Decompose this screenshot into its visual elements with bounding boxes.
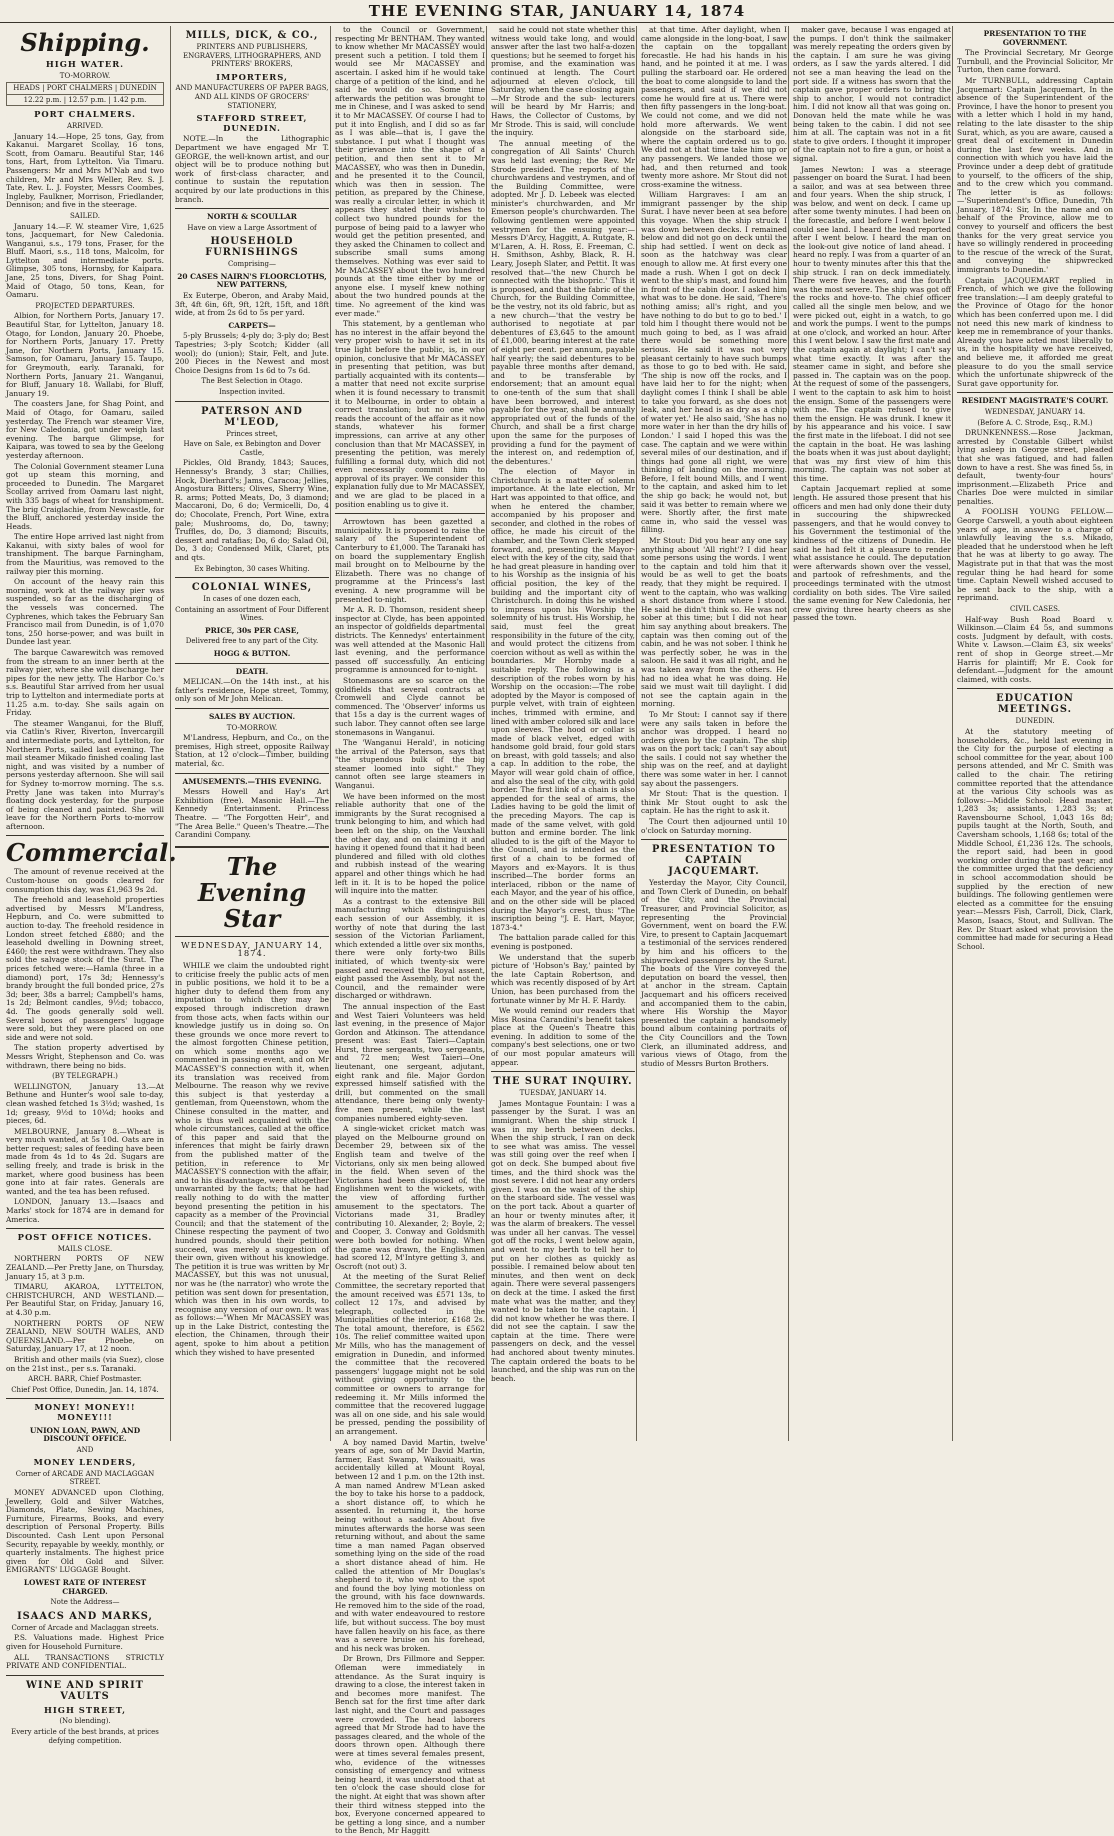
divider: [175, 208, 329, 209]
port-heading: PORT CHALMERS.: [34, 109, 136, 120]
commercial-text-6: LONDON, January 13.—Isaacs and Marks' stock for 1874 are in demand for America.: [6, 1197, 164, 1224]
post-text-1: NORTHERN PORTS OF NEW ZEALAND.—Per Pretty Jane, on Thursday, January 15, at 3 p.m.: [6, 1254, 164, 1281]
projected-label: PROJECTED DEPARTURES.: [35, 301, 135, 310]
tides-heading: HIGH WATER.: [45, 59, 125, 69]
news-item-10: A boy named David Martin, twelve years of age, son of Mr David Martin, farmer, East Swamp, Waikouaiti, was accidentally killed at Mount Royal, between 12 and 1 p.m. on the 12th inst. A man named Andrew M'Lean asked the boy to take his horse to a paddock, a short distance off, to which he assented. In returning it, the horse being without a saddle. About five minutes afterwards the horse was seen returning without, and about the same time a man named Pagan observed something lying on the side of the road a short distance ahead of him. He called the attention of Mr Douglas's shepherd to it, who went to the spot and found the boy lying motionless on the ground, with his face downwards. He removed him to the side of the road, and with water endeavoured to restore life, but without success. The boy must have fallen heavily on his face, as there was a severe bruise on his forehead, and his neck was broken.: [335, 1437, 485, 1653]
post-signature: ARCH. BARR, Chief Postmaster.: [28, 1375, 142, 1384]
surat-testimony-7: maker gave, because I was engaged at the pumps. I don't think the sailmaker was merely repeating the orders given by the captain. I am sure he was giving orders, as I saw the yards altered. I did not see a man heaving the lead on the port side. If a witness has sworn that the captain gave proper orders to bring the ship to anchor, I would not contradict him. I did not know all that was going on. Donovan held the mate while he was being taken to the cabin. I did not see him at all. The captain was not in a fit state to give orders. I thought it improper of the captain not to fire a gun, or hoist a signal.: [793, 25, 951, 163]
divider: [335, 513, 485, 514]
projected-text: Albion, for Northern Ports, January 17. Beautiful Star, for Lyttelton, January 18. Otago, for London, January 20. Phoebe, for Northern Ports, January 17. Pretty Jane, for Northern Ports, January 15. Samson, for Oamaru, January 15. Taupo, for Greymouth, early. Taranaki, for Northern Ports, January 21. Wanganui, for Bluff, January 18. Wallabi, for Bluff, January 19.: [6, 311, 164, 398]
rm-court-date: WEDNESDAY, JANUARY 14.: [984, 407, 1086, 416]
education-sub: DUNEDIN.: [1015, 717, 1055, 726]
column-5: [636, 26, 787, 1441]
news-item-11: Dr Brown, Drs Fillmore and Sepper. Ofleman were immediately in attendance. As the Surat inquiry is drawing to a close, the interest taken in and becomes more manifest. The Bench sat for the first time after dark last night, and the Court and passages were crowded. The head laborers agreed that Mr Strode had to have the passages cleared, and the whole of the doors thrown open. Although there were at times several females present, who, evidence of the witnesses consisting of emergency and witness being heard, it was understood that at ten o'clock the case should close for the night. At eight that was shown after their third witness stepped into the box, Everyone concerned appeared to be getting a long since, and a number to the Bench, Mr Haggitt: [335, 1654, 485, 1836]
leader-conclusion: This statement, by a gentleman who has no interest in the affair beyond the very proper wish to have it set in its true light before the public, is, in our opinion, conclusive that Mr MACASSEY in presenting that petition, was but partially acquainted with its contents—a matter that need not excite surprise when it is found necessary to transmit it to Melbourne, in order to obtain a correct translation; but no one who reads the account of the affair as it now stands, whatever his former impressions, can arrive at any other conclusion than that Mr MACASSEY, in presenting the petition, was merely fulfilling a formal duty, which did not even necessarily commit him to approval of its prayer. We consider this explanation fully due to Mr MACASSEY, and we are glad to be placed in a position enabling us to give it.: [335, 319, 485, 509]
lenders-heading: MONEY LENDERS,: [33, 1457, 137, 1468]
presentation-govt-heading: PRESENTATION TO THE GOVERNMENT.: [983, 29, 1087, 47]
death-text: MELICAN.—On the 14th inst., at his father's residence, Hope street, Tommy, only son of Mr John Melican.: [175, 677, 329, 704]
mills-heading: MILLS, DICK, & CO.,: [185, 30, 319, 41]
shipping-note-6: The steamer Wanganui, for the Bluff, via Catlin's River, Riverton, Invercargill and intermediate ports, and Lyttelton, for Northern Ports, sailed last evening. The mail steamer Mikado finished coaling last night, and was visited by a number of persons yesterday afternoon. She will sail for Sydney to-morrow morning. The s.s. Pretty Jane was taken into Murray's floating dock yesterday, for the purpose of being cleaned and painted. She will leave for the Northern Ports to-morrow afternoon.: [6, 718, 164, 831]
surat-testimony-8: James Newton: I was a steerage passenger on board the Surat. I had been a sailor, and was at sea between three and four years. When the ship struck, I was below, and went on deck. I came up after some twenty minutes. I had been on the forecastle, and before I went below I could see land. I heard the lead reported after I went below. I heard the man on the look-out give notice of land ahead. I heard no reply. I was from a quarter of an hour to twenty minutes after this that the ship struck. I ran on deck immediately. There were five heaves, and the fourth was the most severe. The ship was got off the rocks and hove-to. The chief officer called all the single men below, and we were picked out, eight in a watch, to go and work the pumps. I went to the pumps at one o'clock, and worked an hour. After this I went below. I saw the first mate and the captain again at daylight; I can't say what time exactly. It was after the steamer came in sight, and before she passed in. The captain was on the poop. At the request of some of the passengers, I went to the captain to ask him to hoist the ensign. Some of the passengers were with me. The captain refused to give them the ensign. He was drunk. I knew it by his appearance and his voice. I saw the first mate in the lifeboat. I did not see the captain in the boat. He was lashing the boats when it was just about daylight; that was my first view of him this morning. The captain was not sober at this time.: [793, 164, 951, 483]
household-heading: HOUSEHOLD FURNISHINGS: [205, 236, 299, 259]
sales-text: M'Landress, Hepburn, and Co., on the premises, High street, opposite Railway Station, at 12 o'clock—Timber, building material, &c.: [175, 733, 329, 768]
mills-sub: PRINTERS AND PUBLISHERS, ENGRAVERS, LITHOGRAPHERS, AND PRINTERS' BROKERS,: [182, 43, 322, 69]
amusements-text: Messrs Howell and Hay's Art Exhibition (free). Masonic Hall.—The Kennedy Entertainment. Princess Theatre. — "The Forgotten Heir", and "The Area Belle." Queen's Theatre.—The Carandini Company.: [175, 787, 329, 840]
news-item-1: Arrowtown has been gazetted a municipality. It is proposed to raise the salary of the Superintendent of Canterbury to £1,000. The Taranaki has on board the supplementary English mail brought on to Melbourne by the Elizabeth. There was no change of programme at the Princess's last evening. A new programme will be presented to-night.: [335, 517, 486, 604]
news-item-14: The election of Mayor in Christchurch is a matter of solemn importance. At the late election, Mr Hart was appointed to that office, and when he entered the chamber, accompanied by his proposer and seconder, and clothed in the robes of office, he made his circuit of the chamber, and the Town Clerk stepped forward, and, presenting the Mayor-elect with the key of the city, said that he had great pleasure in handing over to his Worship as the insignia of his official position, the key of the building and the important city of Christchurch. In doing this he wished to impress upon his Worship the solemnity of his trust. His Worship, he said, must feel the great responsibility in the future of the city, and would protect the citizens from coercion without as well as within the boundaries. Mr Hornby made a suitable reply. The following is a description of the robes worn by his Worship on the occasion:—The robe adopted by the Mayor is composed of purple velvet, with train of eighteen inches, trimmed with ermine, and lined with amber colored silk and lace upon sleeves. The hood or collar is made of black velvet, edged with handsome gold braid, four gold stars on breast, with gold tassels; and also a cap. In addition to the robe, the Mayor will wear gold chain of office, and also the seal of the city, with gold border. The first link of a chain is also appended for the seal of arms, the Ladies having to be gold the limit of the preceding Mayors. The cap is made of the same velvet, with gold button and ermine border. The link alluded to is the gift of the Mayor to the Council, and is intended as the first of a chain to be formed of Mayors and ex-Mayors. It is thus inscribed—The border forms an interlaced, ribbon or the name of each Mayor, and the year of his office, and on the other side will be placed during the Mayor's crest, thus: "The inscription being "J. E. Hart, Mayor, 1873-4.": [491, 467, 635, 932]
surat-testimony-5: To Mr Stout: I cannot say if there were any sails taken in before the anchor was dropped. I heard no orders given by the captain. The ship was on the port tack; I can't say about the sails. I could not say whether the ship was on the reef, and at daylight there was some water in her. I cannot say about the passengers.: [641, 709, 787, 788]
goods-list: Pickles, Old Brandy, 1843; Sauces, Hennessy's Brandy, 3 star; Chillies, Hock, Dierhard's; Jams, Caracoa; Jellies, Angostura Bitters; Olives, Sherry Wine, R. arms; Potted Meats, Do, 3 diamond; Maccaroni, Do, 6 do; Vermicelli, Do, 4 do; Chocolate, French, Port Wine, extra pale; Mushrooms, do, Do, tawny; Truffles, do, Do, 3 diamond; Biscuits, dessert and ratafias; Do, 6 do; Salad Oil, Do, 3 do; Condensed Milk, Claret, pts and qts.: [175, 458, 329, 562]
commercial-text-2: The freehold and leasehold properties advertised by Messrs M'Landress, Hepburn, and Co. were submitted to auction to-day. The freehold residence in London street fetched £880; and the leasehold dwelling in Downing street, £460; the rest were withdrawn. They also sold the salvage stock of the Surat. The prices fetched were:—Hamla (three in a diamond) port, 17s 3d; Hennessy's brandy brought the full bonded price, 27s 3d; beer, 38s a barrel; Campbell's hams, 1s 2d; Belmont candles, 9½d; tobacco, 4d. The goods generally sold well. Several boxes of passengers' luggage were sold, but they were placed on one side and were not sold.: [6, 895, 164, 1042]
carpets-list: 5-ply Brussels; 4-ply do; 3-ply do; Best Tapestries; 3-ply Scotch; Kidder (all wool); do (union); Stair, Felt, and Jute. 200 Pieces in the Newest and most Choice Designs from 1s 6d to 7s 6d.: [175, 331, 329, 375]
sales-heading: SALES BY AUCTION.: [208, 712, 296, 722]
sailed-label: SAILED.: [70, 211, 100, 220]
rm-court-text-1: DRUNKENNESS.—Rose Jackman, arrested by Constable Gilbert whilst lying asleep in George street, pleaded that she was fatigued, and had fallen down to have a rest. She was fined 5s, in default, twenty-four hours' imprisonment.—Elizabeth Price and Charles Doe were mulcted in similar penalties.: [957, 428, 1113, 506]
surat-testimony-6: Mr Stout: That is the question. I think Mr Stout ought to ask the captain. He has the right to ask it.: [641, 789, 787, 816]
news-item-9: At the meeting of the Surat Relief Committee, the secretary reported that the amount received was £571 13s, to collect 12 17s, and advised by telegraph, collected in the Municipalities of the interior, £168 2s. The total amount, therefore, is £562 10s. The relief committee waited upon Mr Mills, who has the management of emigration in Dunedin, and informed the committee that the recovered passengers' luggage might not be sold without giving opportunity to the committee or owners to arrange for redeeming it. Mr Mills informed the committee that the recovered luggage was all on one side, and his sale would be pressed, pending the possibility of an arrangement.: [335, 1272, 485, 1436]
news-item-4: The 'Wanganui Herald', in noticing the arrival of the Paterson, says that "the stupendous bulk of the big steamer loomed into sight." They cannot often see large steamers in Wanganui.: [335, 738, 485, 791]
news-item-15: The battalion parade called for this evening is postponed.: [491, 933, 635, 951]
price-heading: PRICE, 30s PER CASE,: [205, 625, 299, 635]
tides-sub: TO-MORROW.: [59, 71, 111, 80]
princes-street: Princes street,: [226, 429, 278, 438]
sailings-text: January 14.—F. W. steamer Vire, 1,625 tons, Jacquemart, for New Caledonia. Wanganui, s.s., 179 tons, Fraser, for the Bluff. Maori, s.s., 118 tons, Malcolm, for Lyttelton and intermediate ports. Glimpse, 305 tons, Hornsby, for Kaipara. Jane, 25 tons, Divers, for Shag Point. Maid of Otago, 50 tons, Kean, for Oamaru.: [6, 221, 164, 300]
arrived-label: ARRIVED.: [66, 121, 104, 130]
presentation-govt-text-1: The Provincial Secretary, Mr George Turnbull, and the Provincial Solicitor, Mr Turton, then came forward.: [957, 48, 1113, 75]
column-4: [486, 26, 635, 1441]
stafford-heading: STAFFORD STREET, DUNEDIN.: [196, 113, 308, 133]
address-label: Note the Address—: [50, 1598, 120, 1607]
tides-row-times: 12.22 p.m. | 12.57 p.m. | 1.42 p.m.: [7, 94, 164, 106]
shipping-note-5: The barque Cawarewitch was removed from the stream to an inner berth at the railway pier, where she will discharge her pipes for the new jetty. The Harbor Co.'s s.s. Beautiful Star arrived from her usual trip to Lyttelton and intermediate ports at 11.25 a.m. to-day. She sails again on Friday.: [6, 648, 164, 718]
divider: [175, 577, 329, 578]
divider: [6, 1398, 164, 1399]
news-item-17: We would remind our readers that Miss Rosina Carandini's benefit takes place at the Queen's Theatre this evening. In addition to some of the company's best selections, one or two of our most popular amateurs will appear.: [491, 1006, 635, 1067]
best-selection: The Best Selection in Otago.: [201, 377, 303, 386]
commercial-text-4: WELLINGTON, January 13.—At Bethune and Hunter's wool sale to-day, clean washed fetched 1s 3½d; washed, 1s 1d; greasy, 9½d to 10¼d; hooks and pieces, 6d.: [6, 1081, 164, 1126]
death-heading: DEATH.: [235, 666, 269, 676]
news-item-7: The annual inspection of the East and West Taieri Volunteers was held last evening, in the presence of Major Gordon and Atkinson. The attendance present was: East Taieri—Captain Hurst, three sergeants, two sergeants, and 72 men; West Taieri—One lieutenant, one sergeant, adjutant, eight rank and file. Major Gordon expressed himself satisfied with the drill, but commented on the small attendance, there being only twenty-five men present, while the last companies numbered eighty-seven.: [335, 1001, 485, 1123]
news-item-13: The annual meeting of the congregation of All Saints' Church was held last evening; the Rev. Mr Strode presided. The reports of the churchwardens and vestrymen, and of the Building Committee, were adopted. Mr J. D. Lebeek was elected minister's churchwarden, and Mr Emerson people's churchwarden. The following gentlemen were appointed vestrymen for the ensuing year:—Messrs D'Arcy, Haggitt, A. Rutgate, R. M'Laren, A. H. Ross, E. Freeman, C. H. Smithson, Ashby, Black, R. H. Leary, Joseph Slater, and Pettit. It was resolved that—'the new Church be connected with the bishopric.' This it is proposed, and that the fabric of the Church, for the Building Committee, be the vestry, not its old fabric, but as a new church—'that the vestry be authorised to negotiate at par debentures of £3,645 to the amount of £1,000, bearing interest at the rate of eight per cent. per annum, payable half yearly; the said debentures to be payable three months after demand, and to be transferable by endorsement; that an amount equal to one-tenth of the sum that shall have been borrowed, and interest payable for the year, shall be annually appropriated out of the funds of the Church, and shall be a first charge upon the same for the purposes of providing a fund for the payment of the interest on, and redemption of, the debentures.': [491, 138, 635, 466]
telegraph-label: (BY TELEGRAPH.): [52, 1072, 118, 1081]
leader-continued: to the Council or Government, respecting Mr BENTHAM. They wanted to know whether Mr MACASSEY would present such a petition. I told them I would see Mr MACASSEY and ascertain. I asked him if he would take charge of a petition of the kind, and he said he would do so. Some time afterwards the petition was brought to me in Chinese, and I was asked to send it to Mr MACASSEY. Of course I had to put it into English, and I did so as far as I was able—that is, I gave the substance. I put what I thought was their grievance into the shape of a petition, and then sent it to Mr MACASSEY, who was then in Dunedin, and he presented it to the Council, which was then in session. The petition, as prepared by the Chinese, was really a circular letter, in which it appears they stated their wishes to collect two hundred pounds for the purpose of being paid to a lawyer who would get the petition presented, and they asked the Chinamen to collect and subscribe small sums among themselves. Nothing was ever said to Mr MACASSEY about the two hundred pounds at the time either by me or anyone else. I myself knew nothing about the two hundred pounds at the time. No agreement of the kind was ever made.": [335, 25, 485, 318]
presentation-text: Yesterday the Mayor, City Council, and Town Clerk of Dunedin, on behalf of the City, and the Provincial Treasurer, and Provincial Solicitor, as representing the Provincial Government, went on board the F.W. Vire, to present to Captain Jacquemart a testimonial of the services rendered by him and his officers to the shipwrecked passengers by the Surat. The boats of the Vire conveyed the deputation on board the vessel, then at anchor in the stream. Captain Jacquemart and his officers received and accompanied them to the cabin, where His Worship the Mayor presented the captain a handsomely bound album containing portraits of the City Councillors and the Town Clerk, an illuminated address, and various views of Otago, from the studio of Messrs Burton Brothers.: [641, 878, 787, 1068]
divider: [175, 401, 329, 402]
issue-date: WEDNESDAY, JANUARY 14, 1874.: [181, 939, 323, 959]
divider: [957, 392, 1113, 393]
commercial-text-3: The station property advertised by Messrs Wright, Stephenson and Co. was withdrawn, there being no bids.: [6, 1043, 164, 1070]
shipping-note-1: The coasters Jane, for Shag Point, and Maid of Otago, for Oamaru, sailed yesterday. The French war steamer Vire, for New Caledonia, got under weigh last evening. The barque Glimpse, for Kaipara, was towed to sea by the Geelong yesterday afternoon.: [6, 399, 164, 460]
north-heading: NORTH & SCOULLAR: [207, 212, 297, 222]
column-7: [952, 26, 1113, 1441]
news-item-2: Mr A. R. D. Thomson, resident sheep inspector at Clyde, has been appointed an inspector of goldfields departmental districts. The Kennedys' entertainment was well attended at the Masonic Hall last evening, and the performance passed off successfully. An enticing programme is announced for to-night.: [335, 605, 485, 675]
delivered-text: Delivered free to any part of the City.: [185, 637, 319, 646]
money-text: MONEY ADVANCED upon Clothing, Jewellery, Gold and Silver Watches, Diamonds, Plate, Sewing Machines, Furniture, Firearms, Books, and every description of Personal Property. Bills Discounted. Cash Lent upon Personal Security, repayable by weekly, monthly, or quarterly instalments. The highest price given for Old Gold and Silver. EMIGRANTS' LUGGAGE Bought.: [6, 1488, 164, 1575]
divider: [175, 773, 329, 774]
divider: [175, 663, 329, 664]
north-sub: Have on view a Large Assortment of: [187, 223, 317, 232]
news-item-16: We understand that the superb picture of 'Hobson's Bay,' painted by the late Captain Robertson, and which was recently disposed of by Art Union, has been purchased from the fortunate winner by Mr H. F. Hardy.: [491, 952, 635, 1005]
presentation-govt-text-2: Mr TURNBULL, addressing Captain Jacquemart: Captain Jacquemart, In the absence of the Superintendent of the Province, I have the honor to present you with a letter which I hold in my hand, relating to the late disaster to the ship Surat, which, as you are aware, caused a great deal of excitement in Dunedin during the last few weeks. And in connection with which you have laid the Province under a deep debt of gratitude to yourself, to the officers of the ship, and to the crew which you command. The letter is as follows:—'Superintendent's Office, Dunedin, 7th January, 1874: Sir, In the name and on behalf of the Province, allow me to convey to yourself and officers the best thanks for the very great service you have so willingly rendered in proceeding to the rescue of the wreck of the Surat, and conveying the shipwrecked immigrants to Dunedin.': [957, 75, 1113, 275]
page-masthead: [0, 0, 1114, 23]
shipping-note-2: The Colonial Government steamer Luna got up steam this morning, and proceeded to Dunedin. The Margaret Scollay arrived from Oamaru last night, with 335 bags of wheat for transhipment. The brig Craiglachie, from Newcastle, for the Bluff, anchored yesterday inside the Heads.: [6, 461, 164, 531]
news-item-8: A single-wicket cricket match was played on the Melbourne ground on December 29, between six of the English team and twelve of the Victorians, only six men being allowed in the field. When seven of the Victorians had been disposed of, the Englishmen went to the wickets, with the view of affording further amusement to the spectators. The Victorians made 31, Bradley contributing 10. Alexander, 2; Boyle, 2; and Cooper, 3. Conway and Goldsmith were both bowled for nothing. When the game was drawn, the Englishmen had scored 12, M'Intyre getting 3, and Oscroft (not out) 3.: [335, 1124, 485, 1271]
masthead-title: THE EVENING STAR, JANUARY 14, 1874: [368, 2, 746, 20]
news-item-12: said he could not state whether this witness would take long, and would answer after the last two half-a-dozen questions; but he seemed to forget his promise, and the examination was continued at length. The Court adjourned at eleven o'clock, till Saturday, when the case closing again—Mr Strode and the sub- lecturers will be heard by Mr Harris; and Haws, the Collector of Customs, by Mr Strode. This is said, will conclude the inquiry.: [491, 25, 635, 138]
paterson-sub: Have on Sale, ex Bebington and Dover Castle,: [183, 440, 321, 457]
presentation-heading: PRESENTATION TO CAPTAIN JACQUEMART.: [652, 844, 776, 878]
surat-adjourned: The Court then adjourned until 10 o'clock on Saturday morning.: [641, 817, 787, 835]
isaacs-heading: ISAACS AND MARKS,: [17, 1610, 153, 1622]
paterson-heading: PATERSON AND M'LEOD,: [201, 405, 303, 428]
surat-testimony-4: Mr Stout: Did you hear any one say anything about 'All right'? I did hear some persons using the words. I went to the captain and told him that it would be as well to get the boats ready, that they might be required. I went to the captain, who was walking a short distance from where I stood. He said he didn't think so. He was not sober at this time; but I did not hear him say anything about breakers. The captain was then coming out of the cabin, and he was not sober. I think he was perfectly sober, he was in the saloon. He said it was all right, and he was taken away from the others. He had no idea what he was doing. He said we must wait till daylight. I did not see the captain again in the morning.: [641, 536, 787, 709]
divider: [6, 835, 164, 836]
hogg-button: HOGG & BUTTON.: [213, 649, 291, 659]
commercial-heading: Commercial.: [6, 838, 177, 868]
education-text: At the statutory meeting of householders, &c., held last evening in the City for the purpose of electing a school committee for the year, about 100 persons attended, and Mr C. Smith was called to the chair. The retiring committee reported that the attendance at the various City schools was as follows:—Middle School: Head master, 1,283 3s; assistants, 1,283 3s; at Ravensbourne School, 1,043 16s 8d; pupils taught at the North, South, and Caversham schools, 1,168 6s; total of the Middle School, £1,236 12s. The schools, the report said, had been in good working order during the past year; and the committee urged that the deficiency in school accommodation should be supplied by the erection of new buildings. The following gentlemen were elected as a committee for the ensuing year:—Messrs Fish, Carroll, Dick, Clark, Mason, Isaacs, Stout, and Sullivan. The Rev. Dr Stuart asked what provision the committee had made for securing a Head School.: [957, 726, 1113, 951]
column-2: [170, 26, 329, 1441]
divider: [175, 708, 329, 709]
divider: [6, 1228, 164, 1229]
amusements-heading: AMUSEMENTS.—THIS EVENING.: [182, 776, 322, 786]
union-heading: UNION LOAN, PAWN, AND DISCOUNT OFFICE.: [29, 1425, 141, 1444]
presentation-govt-text-3: Captain JACQUEMART replied in French, of which we give the following free translation:—I am deeply grateful to the Province of Otago for the honor which has been conferred upon me. I did not need this new mark of kindness to keep me in remembrance of your thanks. Already you have acted most liberally to us, in the hospitality we have received, and believe me, it afforded me great pleasure to do you the small service which the unfortunate shipwreck of the Surat gave opportunity for.: [957, 275, 1113, 388]
mails-close-label: MAILS CLOSE.: [57, 1244, 113, 1253]
news-item-6: As a contrast to the extensive Bill manufacturing which distinguishes each session of our Assembly, it is worthy of note that during the last session of the Victorian Parliament, which extended a little over six months, there were only forty-two Bills initiated, of which twenty-six were passed and received the Royal assent, eight passed the Assembly, but not the Council, and the remainder were discharged or withdrawn.: [335, 896, 485, 1001]
civil-cases-label: CIVIL CASES.: [1010, 605, 1060, 613]
bebington-note: Ex Bebington, 30 cases Whiting.: [194, 564, 310, 573]
commercial-text-5: MELBOURNE, January 8.—Wheat is very much wanted, at 5s 10d. Oats are in better request; sales of feeding have been made from 4s 1d to 4s 2d. Sugars are selling freely, and trade is brisk in the market, where good business has been gone into at fair rates. Generals are wanted, and the tea has been refused.: [6, 1126, 165, 1196]
rm-court-heading: RESIDENT MAGISTRATE'S COURT.: [961, 396, 1109, 406]
mills-text: AND MANUFACTURERS OF PAPER BAGS, AND ALL KINDS OF GROCERS' STATIONERY,: [175, 84, 329, 110]
commercial-text-1: The amount of revenue received at the Custom-house on goods cleared for consumption this day, was £1,963 9s 2d.: [6, 867, 164, 894]
wine-heading: WINE AND SPIRIT VAULTS: [26, 1679, 144, 1702]
surat-date: TUESDAY, JANUARY 14.: [519, 1089, 607, 1098]
post-text-2: TIMARU, AKAROA, LYTTELTON, CHRISTCHURCH, AND WESTLAND.—Per Beautiful Star, on Friday, January 16, at 4.30 p.m.: [6, 1282, 164, 1317]
news-item-3: Stonemasons are so scarce on the goldfields that several contracts at Cromwell and Clyde cannot be commenced. The 'Observer' informs us that 15s a day is the current wages of such labor. They cannot often see large stonemasons in Wanganui.: [335, 675, 485, 737]
shipping-note-4: On account of the heavy rain this morning, work at the railway pier was suspended, so far as the discharging of the vessels was concerned. The Cyphrenes, which takes the February San Francisco mail from Dunedin, is of 1,070 tons, 250 horse-power, and was built in Dundee last year.: [6, 577, 164, 647]
colonial-heading: COLONIAL WINES,: [191, 582, 313, 594]
post-text-4: British and other mails (via Suez), close on the 21st inst., per s.s. Taranaki.: [6, 1354, 164, 1373]
no-blending-label: (No blending).: [59, 1717, 111, 1726]
surat-testimony: James Montague Fountain: I was a passenger by the Surat. I was an immigrant. When the ship struck I was in my berth between decks. When the ship struck, I ran on deck to see what was amiss. The vessel was still going over the reef when I got on deck. She bumped about five times, and the third shock was the most severe. I did not hear any orders given. I was on the waist of the ship on the starboard side. The vessel was on the port tack. About a quarter of an hour or twenty minutes after, it was the alarm of breakers. The vessel was under all her canvas. The vessel got off the rocks, I went below again, and went to my berth to tell her to put on her clothes as quickly as possible. I remained below about ten minutes, and then went on deck again. There were several passengers on deck at the time. I asked the first mate what was the matter, and they wanted to be taken to the captain. I did not know whether he was there. I did not see the captain. I saw the captain at the time. There were passengers on deck, and the vessel had anchored about twenty minutes. The captain ordered the boats to be launched, and the ship was run on the beach.: [491, 1098, 635, 1383]
every-article-text: Every article of the best brands, at prices defying competition.: [11, 1727, 159, 1745]
arrivals-text: January 14.—Hope, 25 tons, Gay, from Kakanui. Margaret Scollay, 16 tons, Scott, from Oamaru. Beautiful Star, 146 tons, Hart, from Lyttelton. Via Timaru. Passengers: Mr and Mrs M'Nab and two children, Mr and Mrs Weller, Rev. S. J. Tate, Rev. L. J. Foyster, Messrs Coombes, Ingleby, Faulkner, Morrison, Friedlander, Dennison; and five in the steerage.: [6, 131, 164, 210]
leader-text: WHILE we claim the undoubted right to criticise freely the public acts of men in public positions, we hold it to be a higher duty to defend them from any imputation to which they may be exposed through indiscretion drawn from those acts, when facts within our knowledge justify us in doing so. On these grounds we once more revert to the almost forgotten Chinese petition, on which some months ago we commented in passing event, and on Mr MACASSEY'S connection with it, when its translation was received from Melbourne. The reason why we revive this subject is that yesterday a gentleman, from Queenstown, whom the Chinese consulted in the matter, and who is thus well acquainted with the whole circumstances, called at the office of this paper and said that the inferences that might be fairly drawn from the published matter of the petition, in reference to Mr MACASSEY'S connection with the affair, and to his disadvantage, were altogether unwarranted by the facts; that he had really nothing to do with the matter beyond presenting the petition in his capacity as a member of the Provincial Council; and that the statement of the Chinese respecting the payment of two hundred pounds, should their petition succeed, was merely a suggestion of their own, given without his knowledge. The petition it is true was written by Mr MACASSEY, but this was not unusual, nor was he (the narrator) who wrote the petition was sent down for presentation, which was then in his own words, to recognise any version of our own. It was as follows:—"When Mr MACASSEY was up in the Lake District, contesting the election, the Chinamen, through their agent, spoke to him about a petition which they wished to have presented: [175, 960, 329, 1357]
sales-sub: TO-MORROW.: [226, 723, 278, 732]
cases-text: Ex Euterpe, Oberon, and Araby Maid, 3ft, 4ft 6in, 6ft, 9ft, 12ft, 15ft, and 18ft wide, at from 2s 6d to 5s per yard.: [175, 291, 329, 318]
comprising-label: Comprising—: [227, 260, 277, 269]
shipping-note-3: The entire Hope arrived last night from Kakanui, with sixty bales of wool for transhipment. The barque Farningham, from the Mauritius, was removed to the railway pier this morning.: [6, 532, 164, 576]
and-label: AND: [76, 1445, 94, 1454]
column-6: [788, 26, 951, 1441]
importers-heading: IMPORTERS,: [216, 71, 288, 82]
surat-testimony-3: William Hargraves: I am an immigrant passenger by the ship Surat. I have never been at sea before this voyage. When the ship struck I was down between decks. I remained below and did not go on deck until the ship had settled. I went on deck as soon as the hatchway was clear enough to allow me. At first every one made a rush. When I got on deck I went to the ship's mast, and found him in front of the cabin door. I asked him what was to be done. He said, 'There's nothing amiss; all's right, and you have nothing to do but to go to bed.' I told him I thought there would not be much going to bed, as I was afraid there would be something more serious. He said it was not very pleasant certainly to have such bumps as those to go to bed with. He said, 'The ship is now off the rocks, and I have laid her to for the night; when daylight comes I think I shall be able to take you forward, as she does not leak, and her head is as dry as a chip of water yet.' He also said, 'She has no more water in her than the dry hills of London.' I said I hoped this was the case. The captain and we were within several miles of our destination, and if things had gone all right, we were thinking of landing on the morning. Before, I felt bound Mills, and I went to the captain, and asked him to let the ship go back; he would not, but said it was better to remain where we were. Shortly after, the first mate came in, who said the vessel was filling.: [641, 190, 787, 535]
surat-heading: THE SURAT INQUIRY.: [493, 1076, 633, 1088]
money-heading: MONEY! MONEY!! MONEY!!!: [34, 1402, 136, 1422]
column-3: [330, 25, 486, 1836]
divider: [6, 1675, 164, 1676]
post-text-3: NORTHERN PORTS OF NEW ZEALAND, NEW SOUTH WALES, AND QUEENSLAND.—Per Phoebe, on Saturday, January 17, at 12 noon.: [6, 1318, 164, 1354]
colonial-sub: In cases of one dozen each,: [203, 595, 301, 604]
isaacs-corner: Corner of Arcade and Maclaggan streets.: [11, 1623, 159, 1632]
divider: [491, 1071, 635, 1072]
colonial-text: Containing an assortment of Four Different Wines.: [175, 605, 329, 623]
nameplate-title: The Evening Star: [197, 851, 307, 933]
carpets-heading: CARPETS—: [228, 320, 276, 330]
post-office-date: Chief Post Office, Dunedin, Jan. 14, 1874.: [11, 1385, 159, 1394]
news-item-5: We have been informed on the most reliable authority that one of the immigrants by the Surat recognised a trunk belonging to him, and which had been left on the ship, on the Vauxhall the other day, and on claiming it and having it opened found that it had been plundered and filled with old clothes and rubbish instead of the wearing apparel and other things which he had left in it. It is to be hoped the police will inquire into the matter.: [335, 791, 485, 896]
civil-cases-text: Half-way Bush Road Board v. Wilkinson.—Claim £4 5s, and summons costs. Judgment by default, with costs. White v. Lawson.—Claim £3, six weeks' rent of shop in George street.—Mr Harris for plaintiff; Mr E. Cook for defendant.—Judgment for the amount claimed, with costs.: [957, 614, 1113, 684]
tides-table: [6, 82, 164, 106]
presentation-reply: Captain Jacquemart replied at some length. He assured those present that his officers and men had only done their duty in succouring the shipwrecked passengers, and that he would convey to his Government the testimonial of the kindness of the citizens of Dunedin. He said he had felt it a pleasure to render what assistance he could. The deputation were afterwards shown over the vessel, and partook of refreshments, and the proceedings terminated with the utmost cordiality on both sides. The Vire sailed the same evening for New Caledonia, her crew giving three hearty cheers as she passed the town.: [793, 484, 951, 623]
lowest-heading: LOWEST RATE OF INTEREST CHARGED.: [23, 1578, 147, 1596]
inspection-invited: Inspection invited.: [218, 388, 285, 396]
mills-note: NOTE.—In the Lithographic Department we have engaged Mr T. GEORGE, the well-known artist, and our object will be to produce nothing but work of first-class character, and continue to sustain the reputation acquired by our late productions in this branch.: [175, 134, 329, 204]
rm-court-sub: (Before A. C. Strode, Esq., R.M.): [977, 418, 1093, 427]
ps-text: P.S. Valuations made. Highest Price given for Household Furniture.: [6, 1633, 164, 1651]
education-heading: EDUCATION MEETINGS.: [996, 693, 1074, 716]
high-street-heading: HIGH STREET,: [43, 1704, 127, 1715]
post-office-heading: POST OFFICE NOTICES.: [17, 1232, 153, 1243]
column-1: [6, 26, 177, 1745]
cases-heading: 20 CASES NAIRN'S FLOORCLOTHS, NEW PATTERNS,: [177, 271, 327, 290]
rm-court-text-2: A FOOLISH YOUNG FELLOW.—George Carswell, a youth about eighteen years of age, in answer to a charge of unlawfully leaving the s.s. Mikado, pleaded that he understood when he left that he was at liberty to go away. The Magistrate put in that that was the most regular thing he had heard for some time. Captain Newell wished accused to be sent back to the ship, with a reprimand.: [957, 507, 1113, 603]
lenders-corner: Corner of ARCADE AND MACLAGGAN STREET.: [15, 1469, 155, 1487]
surat-testimony-2: at that time. After daylight, when I came alongside in the long-boat, I saw the captain on the topgallant forecastle. He had his hands in his hand, and he pointed it at me. I was pulling the starboard oar. He ordered the boat to come alongside to land the passengers, and said if we did not come he would fire at us. There were then fifty passengers in the long-boat. We could not come, and we did not hold more afterwards. We went alongside on the starboard side, where the captain ordered us to go. We did not at that time take him up or any passengers. We landed those we had, and then returned and took twenty more ashore. Mr Stout did not cross-examine the witness.: [641, 25, 787, 189]
shipping-heading: Shipping.: [20, 28, 150, 57]
divider: [641, 839, 787, 840]
tides-row-labels: HEADS | PORT CHALMERS | DUNEDIN: [7, 83, 164, 95]
divider: [957, 688, 1113, 689]
nameplate-block: [175, 846, 329, 937]
confidential-text: ALL TRANSACTIONS STRICTLY PRIVATE AND CONFIDENTIAL.: [6, 1652, 164, 1671]
